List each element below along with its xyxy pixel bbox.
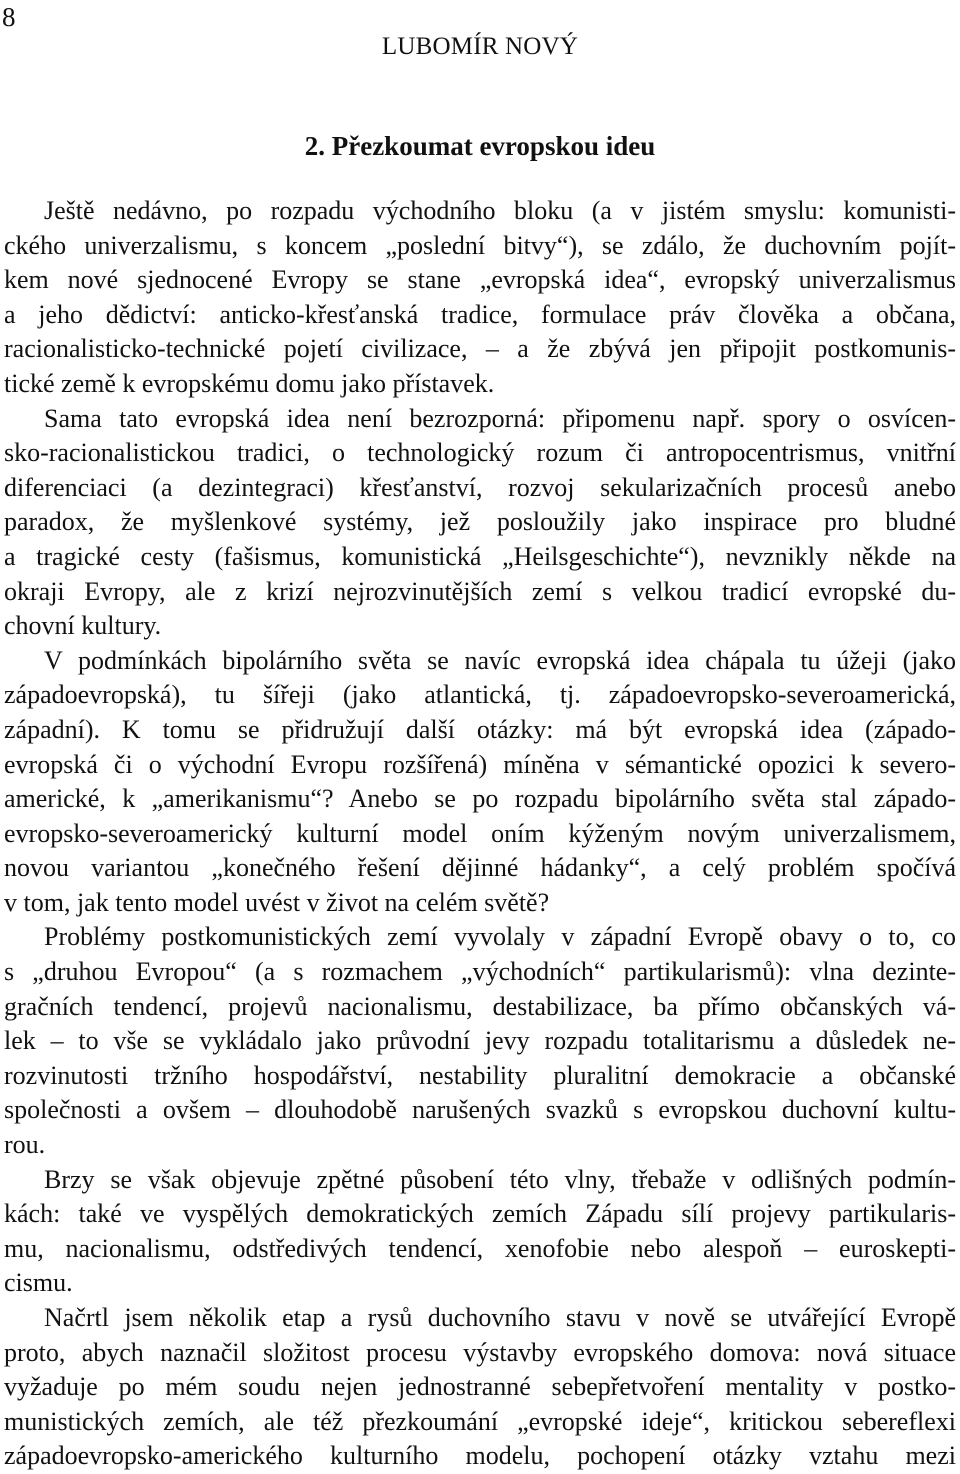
text-line: ckého univerzalismu, s koncem „poslední bitvy“), se zdálo, že duchovním pojít-	[4, 230, 956, 260]
text-line: chovní kultury.	[4, 611, 162, 641]
text-line: rou.	[4, 1130, 46, 1160]
text-line: proto, abych naznačil složitost procesu výstavby evropského domova: nová situace	[4, 1337, 956, 1367]
text-line: vyžaduje po mém soudu nejen jednostranné sebepřetvoření mentality v postko-	[4, 1372, 956, 1402]
text-line: tické země k evropskému domu jako přístavek.	[4, 368, 495, 398]
text-line: gračních tendencí, projevů nacionalismu, destabilizace, ba přímo občanských vá-	[4, 991, 956, 1021]
text-line: v tom, jak tento model uvést v život na celém světě?	[4, 887, 550, 917]
text-line: paradox, že myšlenkové systémy, jež posloužily jako inspirace pro bludné	[4, 507, 956, 537]
text-line: západní). K tomu se přidružují další otázky: má být evropská idea (západo-	[4, 714, 956, 744]
text-line: lek – to vše se vykládalo jako průvodní jevy rozpadu totalitarismu a důsledek ne-	[4, 1026, 956, 1056]
text-line: a jeho dědictví: anticko-křesťanská tradice, formulace práv člověka a občana,	[4, 299, 956, 329]
text-line: Problémy postkomunistických zemí vyvolaly v západní Evropě obavy o to, co	[44, 922, 956, 952]
text-line: Ještě nedávno, po rozpadu východního bloku (a v jistém smyslu: komunisti-	[44, 196, 956, 225]
page-number: 8	[2, 2, 16, 32]
section-title: 2. Přezkoumat evropskou ideu	[304, 131, 656, 161]
text-line: západoevropsko-amerického kulturního modelu, pochopení otázky vztahu mezi	[4, 1441, 956, 1471]
text-line: Brzy se však objevuje zpětné působení této vlny, třebaže v odlišných podmín-	[44, 1164, 956, 1194]
text-line: kem nové sjednocené Evropy se stane „evropská idea“, evropský univerzalismus	[4, 265, 956, 295]
text-line: kách: také ve vyspělých demokratických zemích Západu sílí projevy partikularis-	[4, 1199, 956, 1229]
text-line: s „druhou Evropou“ (a s rozmachem „východních“ partikularismů): vlna dezinte-	[4, 957, 956, 987]
text-line: mu, nacionalismu, odstředivých tendencí, xenofobie nebo alespoň – euroskepti-	[4, 1233, 956, 1263]
text-line: společnosti a ovšem – dlouhodobě narušených svazků s evropskou duchovní kultu-	[4, 1095, 956, 1125]
text-line: evropsko-severoamerický kulturní model oním kýženým novým univerzalismem,	[4, 818, 956, 848]
text-line: V podmínkách bipolárního světa se navíc evropská idea chápala tu úžeji (jako	[44, 645, 956, 675]
text-line: munistických zemích, ale též přezkoumání „evropské ideje“, kritickou sebereflexi	[4, 1406, 956, 1436]
running-head: LUBOMÍR NOVÝ	[381, 33, 579, 60]
text-line: Sama tato evropská idea není bezrozporná: připomenu např. spory o osvícen-	[44, 403, 956, 433]
text-line: Načrtl jsem několik etap a rysů duchovního stavu v nově se utvářející Evropě	[44, 1303, 956, 1332]
text-line: a tragické cesty (fašismus, komunistická „Heilsgeschichte“), nevznikly někde na	[4, 541, 956, 571]
text-line: sko-racionalistickou tradici, o technologický rozum či antropocentrismus, vnitřní	[4, 438, 956, 468]
text-line: novou variantou „konečného řešení dějinné hádanky“, a celý problém spočívá	[4, 853, 956, 883]
text-line: rozvinutosti tržního hospodářství, nestability pluralitní demokracie a občanské	[4, 1060, 956, 1090]
text-line: diferenciaci (a dezintegraci) křesťanství, rozvoj sekularizačních procesů anebo	[4, 472, 956, 502]
text-line: evropská či o východní Evropu rozšířená) míněna v sémantické opozici k severo-	[4, 749, 956, 779]
text-line: americké, k „amerikanismu“? Anebo se po rozpadu bipolárního světa stal západo-	[4, 784, 956, 814]
text-line: západoevropská), tu šířeji (jako atlantická, tj. západoevropsko-severoamerická,	[4, 680, 956, 710]
text-line: racionalisticko-technické pojetí civilizace, – a že zbývá jen připojit postkomunis-	[4, 334, 956, 364]
text-line: okraji Evropy, ale z krizí nejrozvinutějších zemí s velkou tradicí evropské du-	[4, 576, 956, 606]
body-text	[4, 194, 956, 1474]
text-line: cismu.	[4, 1268, 73, 1298]
